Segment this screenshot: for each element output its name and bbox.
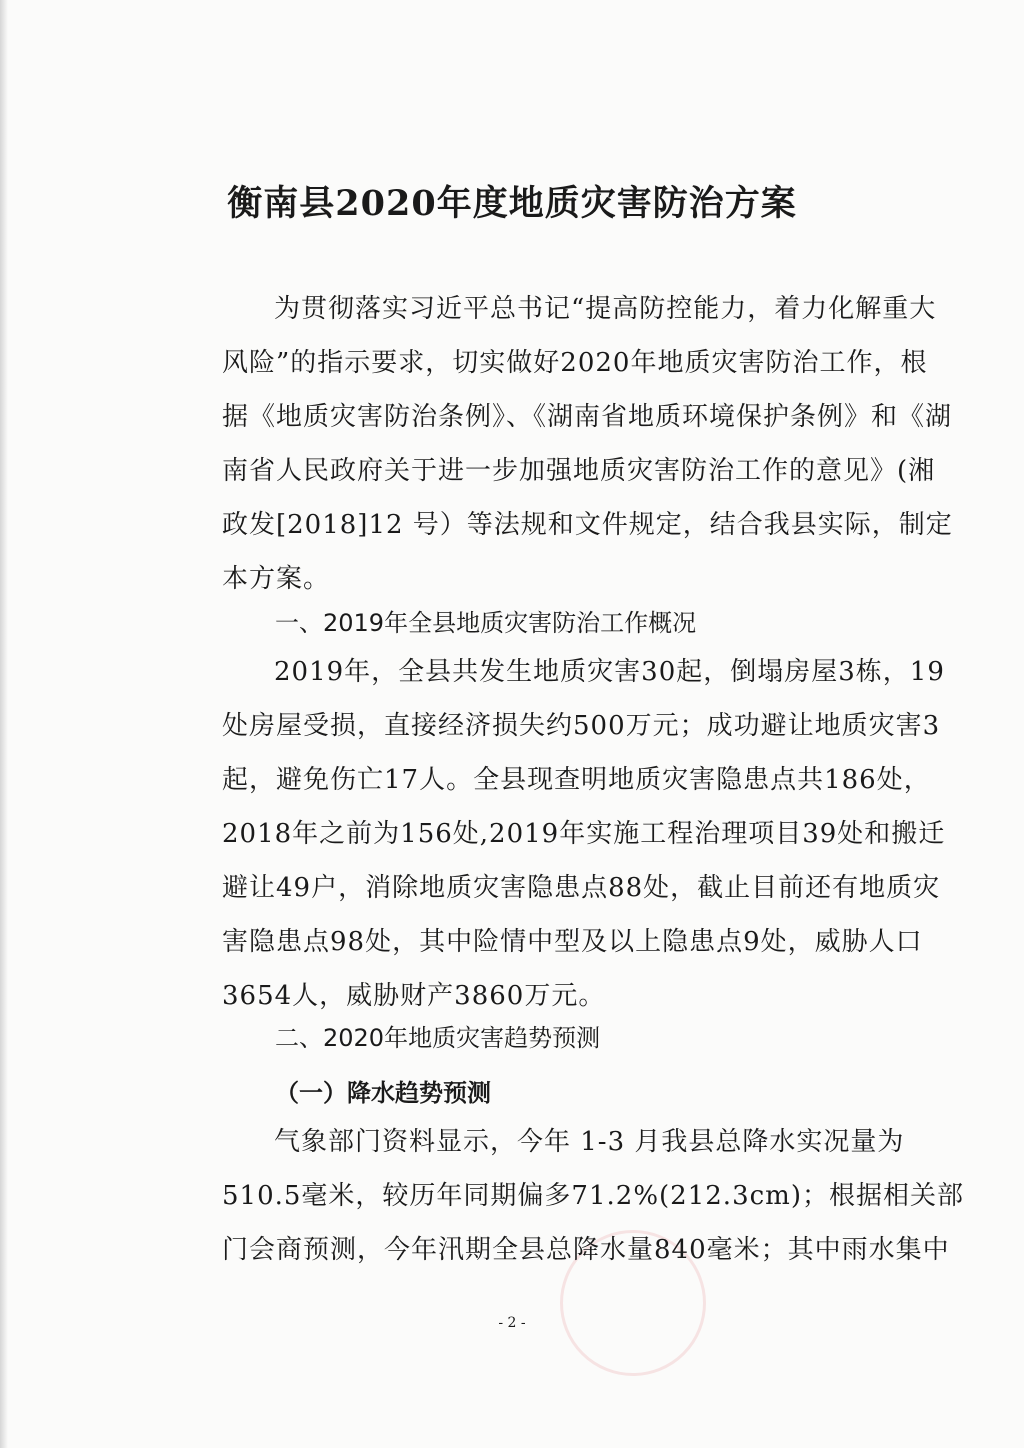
section1-paragraph (222, 645, 946, 1023)
document-title: 衡南县2020年度地质灾害防治方案 (227, 183, 797, 224)
section1-line: 起，避免伤亡17人。全县现查明地质灾害隐患点共186处， (222, 765, 931, 795)
subsection1-paragraph (222, 1115, 964, 1277)
section1-line: 2018年之前为156处,2019年实施工程治理项目39处和搬迁 (222, 819, 946, 849)
section1-line: 避让49户，消除地质灾害隐患点88处，截止目前还有地质灾 (222, 873, 941, 903)
section1-line: 处房屋受损，直接经济损失约500万元；成功避让地质灾害3 (222, 711, 941, 741)
section1-line: 害隐患点98处，其中险情中型及以上隐患点9处，威胁人口 (222, 927, 923, 957)
subsection1-line: 门会商预测，今年汛期全县总降水量840毫米；其中雨水集中 (222, 1235, 950, 1265)
intro-line: 政发[2018]12 号）等法规和文件规定，结合我县实际，制定 (222, 510, 953, 540)
section2-heading: 二、2020年地质灾害趋势预测 (275, 1024, 601, 1052)
intro-line: 本方案。 (222, 564, 331, 594)
section1-line: 3654人，威胁财产3860万元。 (222, 981, 606, 1011)
subsection1-heading: （一）降水趋势预测 (275, 1079, 491, 1107)
intro-line: 风险”的指示要求，切实做好2020年地质灾害防治工作，根 (222, 348, 928, 378)
section1-heading: 一、2019年全县地质灾害防治工作概况 (275, 609, 697, 637)
intro-line: 据《地质灾害防治条例》、《湖南省地质环境保护条例》和《湖 (222, 402, 953, 432)
intro-line: 为贯彻落实习近平总书记“提高防控能力，着力化解重大 (274, 294, 937, 324)
section1-line: 2019年，全县共发生地质灾害30起，倒塌房屋3栋，19 (274, 657, 945, 687)
intro-paragraph (222, 282, 953, 606)
subsection1-line: 510.5毫米，较历年同期偏多71.2%(212.3cm)；根据相关部 (222, 1181, 964, 1211)
page-number: - 2 - (498, 1315, 526, 1331)
subsection1-line: 气象部门资料显示，今年 1-3 月我县总降水实况量为 (274, 1127, 905, 1157)
intro-line: 南省人民政府关于进一步加强地质灾害防治工作的意见》(湘 (222, 456, 936, 486)
